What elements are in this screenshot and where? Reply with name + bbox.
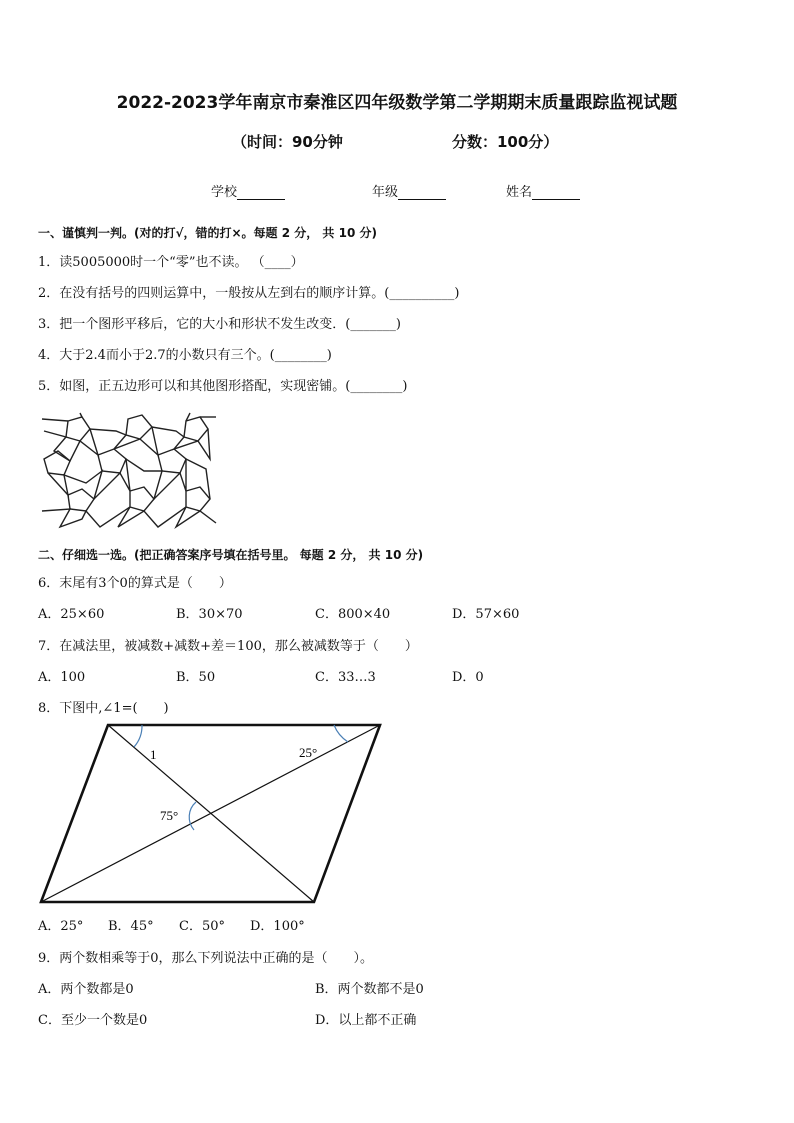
section2-heading: 二、仔细选一选。(把正确答案序号填在括号里。 每题 2 分， 共 10 分) xyxy=(38,548,424,562)
section1-heading: 一、谨慎判一判。(对的打√，错的打×。每题 2 分， 共 10 分) xyxy=(38,226,377,240)
question-1: 1．读5005000时一个“零”也不读。 （____） xyxy=(38,255,304,270)
name-blank[interactable] xyxy=(532,186,580,200)
q8-option-c[interactable]: C．50° xyxy=(179,919,225,934)
question-9: 9．两个数相乘等于0，那么下列说法中正确的是（ ）。 xyxy=(38,951,374,966)
question-3: 3．把一个图形平移后，它的大小和形状不发生改变．(_______) xyxy=(38,317,401,332)
exam-score: 分数：100分） xyxy=(452,133,559,151)
question-7: 7．在减法里，被减数+减数+差＝100，那么被减数等于（ ） xyxy=(38,639,418,654)
q9-option-d[interactable]: D．以上都不正确 xyxy=(315,1013,417,1028)
q7-option-c[interactable]: C．33…3 xyxy=(315,670,376,685)
q7-option-d[interactable]: D．0 xyxy=(452,670,484,685)
q7-option-b[interactable]: B．50 xyxy=(176,670,216,685)
question-2: 2．在没有括号的四则运算中，一般按从左到右的顺序计算。(__________) xyxy=(38,286,460,301)
angle-25-label: 25° xyxy=(299,745,318,760)
q7-option-a[interactable]: A．100 xyxy=(38,670,86,685)
question-5: 5．如图，正五边形可以和其他图形搭配，实现密铺。(________) xyxy=(38,379,408,394)
q8-option-b[interactable]: B．45° xyxy=(108,919,154,934)
school-blank[interactable] xyxy=(237,186,285,200)
q6-option-d[interactable]: D．57×60 xyxy=(452,607,520,622)
name-field[interactable] xyxy=(506,181,580,200)
q9-option-c[interactable]: C．至少一个数是0 xyxy=(38,1013,148,1028)
q6-option-b[interactable]: B．30×70 xyxy=(176,607,243,622)
page-title: 2022-2023学年南京市秦淮区四年级数学第二学期期末质量跟踪监视试题 xyxy=(116,93,678,113)
name-label: 姓名 xyxy=(506,185,533,200)
grade-label: 年级 xyxy=(372,185,399,200)
q8-option-d[interactable]: D．100° xyxy=(250,919,305,934)
school-label: 学校 xyxy=(211,185,238,200)
question-4: 4．大于2.4而小于2.7的小数只有三个。(________) xyxy=(38,348,332,363)
angle-1-label: 1 xyxy=(150,747,157,762)
q9-option-a[interactable]: A．两个数都是0 xyxy=(38,982,134,997)
grade-blank[interactable] xyxy=(398,186,446,200)
question-8: 8．下图中,∠1=( ) xyxy=(38,701,169,716)
q6-option-a[interactable]: A．25×60 xyxy=(38,607,105,622)
pentagon-tessellation-figure xyxy=(40,411,220,531)
school-field[interactable] xyxy=(211,181,285,200)
angle-75-label: 75° xyxy=(160,808,179,823)
grade-field[interactable] xyxy=(372,181,446,200)
q9-option-b[interactable]: B．两个数都不是0 xyxy=(315,982,424,997)
q8-option-a[interactable]: A．25° xyxy=(38,919,84,934)
question-6: 6．末尾有3个0的算式是（ ） xyxy=(38,576,232,591)
q6-option-c[interactable]: C．800×40 xyxy=(315,607,391,622)
parallelogram-figure xyxy=(36,720,388,908)
exam-time: （时间：90分钟 xyxy=(232,133,343,151)
